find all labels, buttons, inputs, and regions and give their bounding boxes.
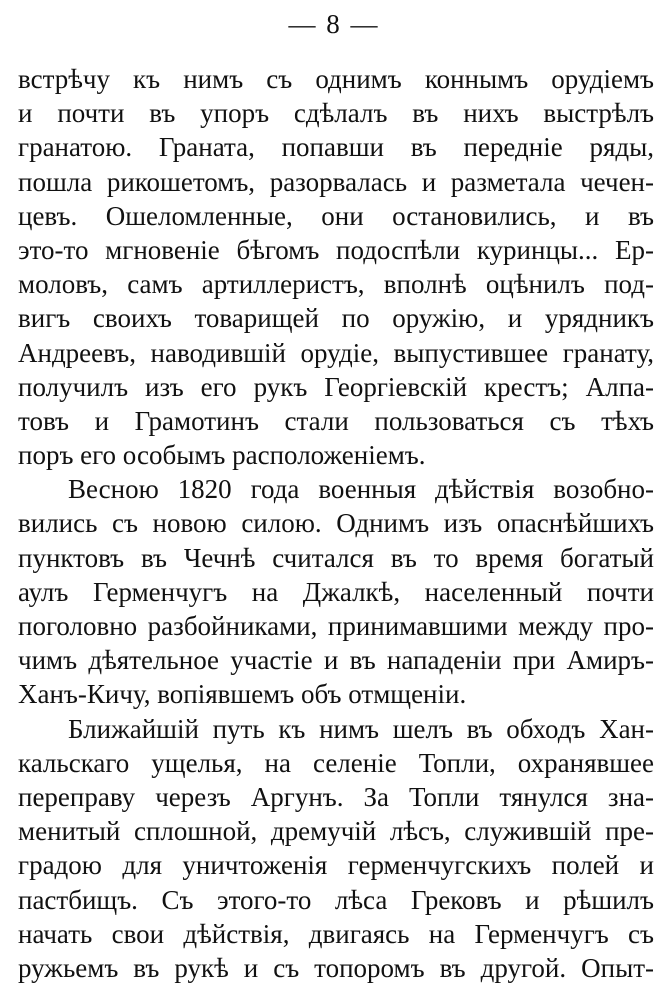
text-line: товъ и Грамотинъ стали пользоваться съ тѣхъ [18, 405, 654, 436]
page-number: — 8 — [288, 9, 380, 39]
text-line: кальскаго ущелья, на селеніе Топли, охранявшее [18, 747, 654, 778]
text-line: получилъ изъ его рукъ Георгіевскій крестъ; Алпа- [18, 371, 654, 402]
text-line: Ханъ-Кичу, вопіявшемъ объ отмщеніи. [18, 679, 467, 710]
text-line: градою для уничтоженія герменчугскихъ полей и [18, 850, 654, 881]
text-line: Ближайшій путь къ нимъ шелъ въ обходъ Хан- [68, 713, 654, 744]
text-line: цевъ. Ошеломленные, они остановились, и въ [18, 200, 654, 231]
text-line: гранатою. Граната, попавши въ передніе ряды, [18, 132, 654, 163]
page-body-text [18, 62, 654, 985]
text-line: переправу черезъ Аргунъ. За Топли тянулся зна- [18, 781, 654, 812]
text-line: ружьемъ въ рукѣ и съ топоромъ въ другой. Опыт- [18, 952, 654, 983]
text-line: вились съ новою силою. Однимъ изъ опаснѣйшихъ [18, 508, 654, 539]
text-line: поръ его особымъ расположеніемъ. [18, 440, 426, 471]
text-line: аулъ Герменчугъ на Джалкѣ, населенный почти [18, 576, 654, 607]
text-line: начать свои дѣйствія, двигаясь на Герменчугъ съ [18, 918, 654, 949]
text-line: это-то мгновеніе бѣгомъ подоспѣли куринцы... Ер- [18, 234, 654, 265]
text-line: вигъ своихъ товарищей по оружію, и урядникъ [18, 303, 654, 334]
text-line: моловъ, самъ артиллеристъ, вполнѣ оцѣнилъ под- [18, 269, 654, 300]
text-line: поголовно разбойниками, принимавшими между про- [18, 611, 654, 641]
text-line: менитый сплошной, дремучій лѣсъ, служившій пре- [18, 816, 654, 847]
text-line: Андреевъ, наводившій орудіе, выпустившее гранату, [18, 337, 654, 368]
text-line: пунктовъ въ Чечнѣ считался въ то время богатый [18, 542, 654, 573]
text-line: пастбищъ. Съ этого-то лѣса Грековъ и рѣшилъ [18, 884, 654, 915]
text-line: чимъ дѣятельное участіе и въ нападеніи при Амиръ- [18, 645, 654, 676]
text-line: пошла рикошетомъ, разорвалась и разметала чечен- [18, 166, 654, 197]
text-line: и почти въ упоръ сдѣлалъ въ нихъ выстрѣлъ [18, 98, 654, 129]
text-line: встрѣчу къ нимъ съ однимъ коннымъ орудіемъ [18, 64, 654, 94]
text-line: Весною 1820 года военныя дѣйствія возобно- [68, 474, 654, 505]
